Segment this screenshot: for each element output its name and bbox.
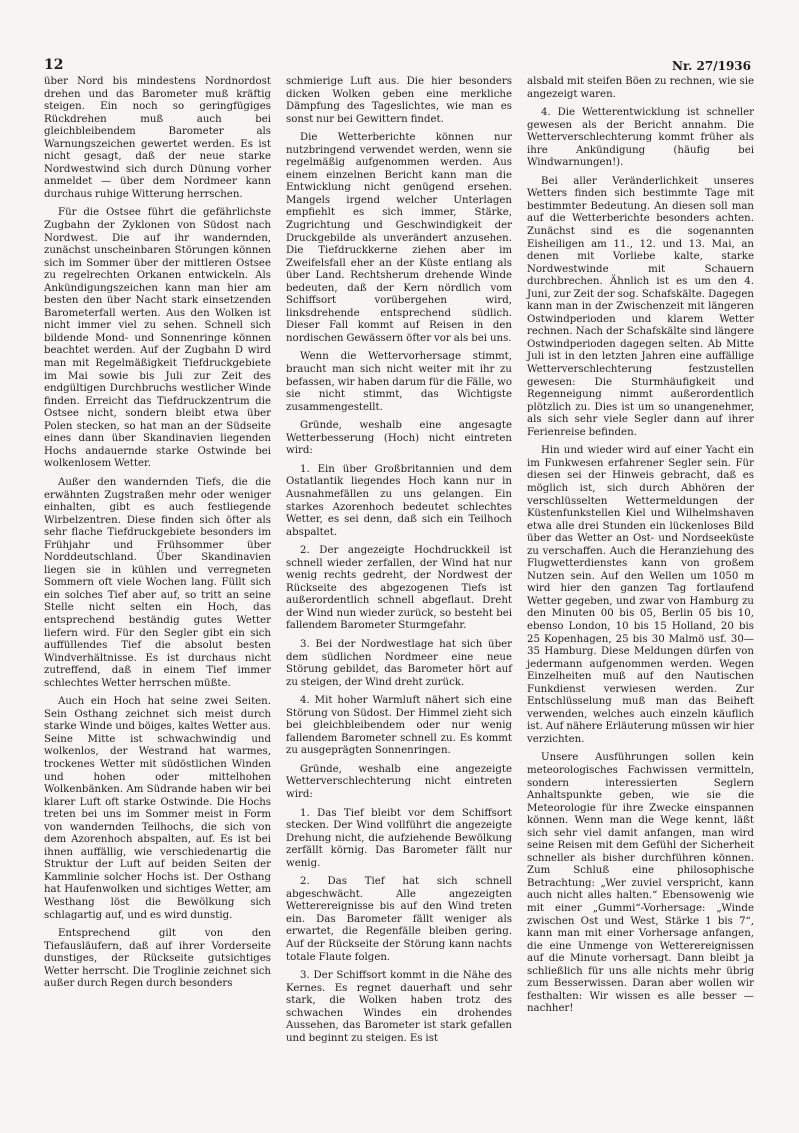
paragraph: Unsere Ausführungen sollen kein meteorologisches Fachwissen vermitteln, sondern interessierten Seglern Anhaltspunkte geben, wie sie die Meteorologie für ihre Zwecke einspannen können. Wenn man die Wege kennt, läßt sich sehr viel damit anfangen, man wird seine Reisen mit dem Gefühl der Sicherheit schneller als bisher durchführen können. Zum Schluß eine philosophische Betrachtung: „Wer zuviel verspricht, kann auch nicht alles halten.“ Ebensowenig wie mit einer „Gummi“-Vorhersage: „Winde zwischen Ost und West, Stärke 1 bis 7“, kann man mit einer Vorhersage anfangen, die eine Unmenge von Wetterereignissen auf die Minute vorhersagt. Dann bleibt ja schließlich für uns alle nichts mehr übrig zum Besserwissen. Daran aber wollen wir festhalten: Wir wissen es alle besser — nachher!: [527, 752, 754, 1015]
issue-number: Nr. 27/1936: [671, 59, 751, 73]
paragraph: 3. Der Schiffsort kommt in die Nähe des Kernes. Es regnet dauerhaft und sehr stark, die Wolken haben trotz des schwachen Windes ein drohendes Aussehen, das Barometer ist stark gefallen und beginnt zu steigen. Es ist: [286, 970, 512, 1044]
paragraph: 4. Mit hoher Warmluft nähert sich eine Störung von Südost. Der Himmel zieht sich bei gleichbleibendem oder nur wenig fallendem Barometer schnell zu. Es kommt zu ausgeprägten Sonnenringen.: [286, 695, 512, 757]
paragraph: Entsprechend gilt von den Tiefausläufern, daß auf ihrer Vorderseite dunstiges, der Rückseite gutsichtiges Wetter herrscht. Die Troglinie zeichnet sich außer durch Regen durch besonders: [44, 928, 271, 990]
paragraph: Auch ein Hoch hat seine zwei Seiten. Sein Osthang zeichnet sich meist durch starke Winde und böiges, kaltes Wetter aus. Seine Mitte ist schwachwindig und wolkenlos, der Westrand hat warmes, trockenes Wetter mit südöstlichen Winden und hohen oder mittelhohen Wolkenbänken. Am Südrande haben wir bei klarer Luft oft starke Ostwinde. Die Hochs treten bei uns im Sommer meist in Form von wandernden Teilhochs, die sich von dem Azorenhoch abspalten, auf. Es ist bei ihnen auffällig, wie verschiedenartig die Struktur der Luft auf beiden Seiten der Kammlinie solcher Hochs ist. Der Osthang hat Haufenwolken und sichtiges Wetter, am Westhang löst die Bewölkung sich schlagartig auf, und es wird dunstig.: [44, 696, 271, 921]
paragraph: 3. Bei der Nordwestlage hat sich über dem südlichen Nordmeer eine neue Störung gebildet, das Barometer hört auf zu steigen, der Wind dreht zurück.: [286, 638, 512, 688]
paragraph: 2. Das Tief hat sich schnell abgeschwächt. Alle angezeigten Wetterereignisse bis auf den Wind treten ein. Das Barometer fällt weniger als erwartet, die Regenfälle bleiben gering. Auf der Rückseite der Störung kann nachts totale Flaute folgen.: [286, 876, 512, 963]
paragraph: Die Wetterberichte können nur nutzbringend verwendet werden, wenn sie regelmäßig aufgenommen werden. Aus einem einzelnen Bericht kann man die Entwicklung nicht genügend ersehen. Mangels irgend welcher Unterlagen empfiehlt es sich immer, Stärke, Zugrichtung und Geschwindigkeit der Druckgebilde als unverändert anzusehen. Die Tiefdruckkerne ziehen aber im Zweifelsfall eher an der Küste entlang als über Land. Rechtsherum drehende Winde bedeuten, daß der Kern nördlich vom Schiffsort vorübergehen wird, linksdrehende entsprechend südlich. Dieser Fall kommt auf Reisen in den nordischen Gewässern öfter vor als bei uns.: [286, 132, 512, 344]
paragraph: Außer den wandernden Tiefs, die die erwähnten Zugstraßen mehr oder weniger einhalten, gibt es auch festliegende Wirbelzentren. Diese finden sich öfter als sehr flache Tiefdruckgebiete besonders im Frühjahr und Frühsommer über Norddeutschland. Über Skandinavien liegen sie in kühlen und verregneten Sommern oft viele Wochen lang. Füllt sich ein solches Tief aber auf, so tritt an seine Stelle nicht selten ein Hoch, das entsprechend beständig gutes Wetter liefern wird. Für den Segler gibt ein sich auffüllendes Tief die absolut besten Windverhältnisse. Es ist durchaus nicht zutreffend, daß in einem Tief immer schlechtes Wetter herrschen müßte.: [44, 476, 271, 689]
paragraph: 1. Ein über Großbritannien und dem Ostatlantik liegendes Hoch kann nur in Ausnahmefällen zu uns gelangen. Ein starkes Azorenhoch bedeutet schlechtes Wetter, es sei denn, daß sich ein Teilhoch abspaltet.: [286, 463, 512, 538]
page-number: 12: [44, 57, 64, 73]
text-column-1: [44, 76, 271, 991]
paragraph: Gründe, weshalb eine angezeigte Wetterverschlechterung nicht eintreten wird:: [286, 763, 512, 800]
paragraph: Hin und wieder wird auf einer Yacht ein im Funkwesen erfahrener Segler sein. Für diesen sei der Hinweis gebracht, daß es möglich ist, sich durch Abhören der verschlüsselten Wettermeldungen der Küstenfunkstellen Kiel und Wilhelmshaven etwa alle drei Stunden ein lückenloses Bild über das Wetter an Ost- und Nordseeküste zu verschaffen. Auch die Heranziehung des Flugwetterdienstes kann von großem Nutzen sein. Auf den Wellen um 1050 m wird hier den ganzen Tag fortlaufend Wetter gegeben, und zwar von Hamburg zu den Minuten 00 bis 05, Berlin 05 bis 10, ebenso London, 10 bis 15 Holland, 20 bis 25 Kopenhagen, 25 bis 30 Malmö usf. 30—35 Hamburg. Diese Meldungen dürfen von jedermann aufgenommen werden. Wegen Einzelheiten muß auf den Nautischen Funkdienst verwiesen werden. Zur Entschlüsselung muß man das Beiheft verwenden, welches auch einzeln käuflich ist. Auf nähere Erläuterung müssen wir hier verzichten.: [527, 445, 754, 745]
paragraph: über Nord bis mindestens Nordnordost drehen und das Barometer muß kräftig steigen. Ein noch so geringfügiges Rückdrehen muß auch bei gleichbleibendem Barometer als Warnungszeichen gewertet werden. Es ist nicht gesagt, daß der neue starke Nordwestwind sich durch Dünung vorher anmeldet — über dem Nordmeer kann durchaus ruhige Witterung herrschen.: [44, 76, 271, 200]
paragraph: Wenn die Wettervorhersage stimmt, braucht man sich nicht weiter mit ihr zu befassen, wir haben darum für die Fälle, wo sie nicht stimmt, das Wichtigste zusammengestellt.: [286, 351, 512, 413]
paragraph: 1. Das Tief bleibt vor dem Schiffsort stecken. Der Wind vollführt die angezeigte Drehung nicht, die aufziehende Bewölkung zerfällt körnig. Das Barometer fällt nur wenig.: [286, 807, 512, 869]
paragraph: alsbald mit steifen Böen zu rechnen, wie sie angezeigt waren.: [527, 76, 754, 100]
paragraph: Gründe, weshalb eine angesagte Wetterbesserung (Hoch) nicht eintreten wird:: [286, 420, 512, 457]
paragraph: Bei aller Veränderlichkeit unseres Wetters finden sich bestimmte Tage mit bestimmter Bedeutung. An diesen soll man auf die Wetterberichte besonders achten. Zunächst sind es die sogenannten Eisheiligen am 11., 12. und 13. Mai, an denen mit Vorliebe kalte, starke Nordwestwinde mit Schauern durchbrechen. Ähnlich ist es um den 4. Juni, zur Zeit der sog. Schafskälte. Dagegen kann man in der Zwischenzeit mit längeren Ostwindperioden und klarem Wetter rechnen. Nach der Schafskälte sind längere Ostwindperioden dagegen selten. Ab Mitte Juli ist in den letzten Jahren eine auffällige Wetterverschlechterung festzustellen gewesen: Die Sturmhäufigkeit und Regenneigung nimmt außerordentlich plötzlich zu. Dies ist um so unangenehmer, als sich sehr viele Segler dann auf ihrer Ferienreise befinden.: [527, 175, 754, 438]
text-column-2: [286, 76, 512, 1045]
paragraph: schmierige Luft aus. Die hier besonders dicken Wolken geben eine merkliche Dämpfung des Tageslichtes, wie man es sonst nur bei Gewittern findet.: [286, 76, 512, 125]
paragraph: 2. Der angezeigte Hochdruckkeil ist schnell wieder zerfallen, der Wind hat nur wenig rechts gedreht, der Nordwest der Rückseite des abgezogenen Tiefs ist außerordentlich schnell abgeflaut. Dreht der Wind nun wieder zurück, so besteht bei fallendem Barometer Sturmgefahr.: [286, 545, 512, 632]
paragraph: 4. Die Wetterentwicklung ist schneller gewesen als der Bericht annahm. Die Wetterverschlechterung kommt früher als ihre Ankündigung (häufig bei Windwarnungen!).: [527, 107, 754, 169]
text-column-3: [527, 76, 754, 1016]
paragraph: Für die Ostsee führt die gefährlichste Zugbahn der Zyklonen von Südost nach Nordwest. Die auf ihr wandernden, zunächst unscheinbaren Störungen können sich im Sommer über der mittleren Ostsee zu regelrechten Orkanen entwickeln. Als Ankündigungszeichen kann man hier am besten den über Nacht stark einsetzenden Barometerfall werten. Aus den Wolken ist nicht immer viel zu sehen. Schnell sich bildende Mond- und Sonnenringe können beachtet werden. Auf der Zugbahn D wird man mit Regelmäßigkeit Tiefdruckgebiete im Mai sowie bis Juli zur Zeit des endgültigen Durchbruchs westlicher Winde finden. Erreicht das Tiefdruckzentrum die Ostsee nicht, sondern bleibt etwa über Polen stecken, so hat man an der Südseite eines dann über Skandinavien liegenden Hochs andauernde starke Ostwinde bei wolkenlosem Wetter.: [44, 207, 271, 470]
